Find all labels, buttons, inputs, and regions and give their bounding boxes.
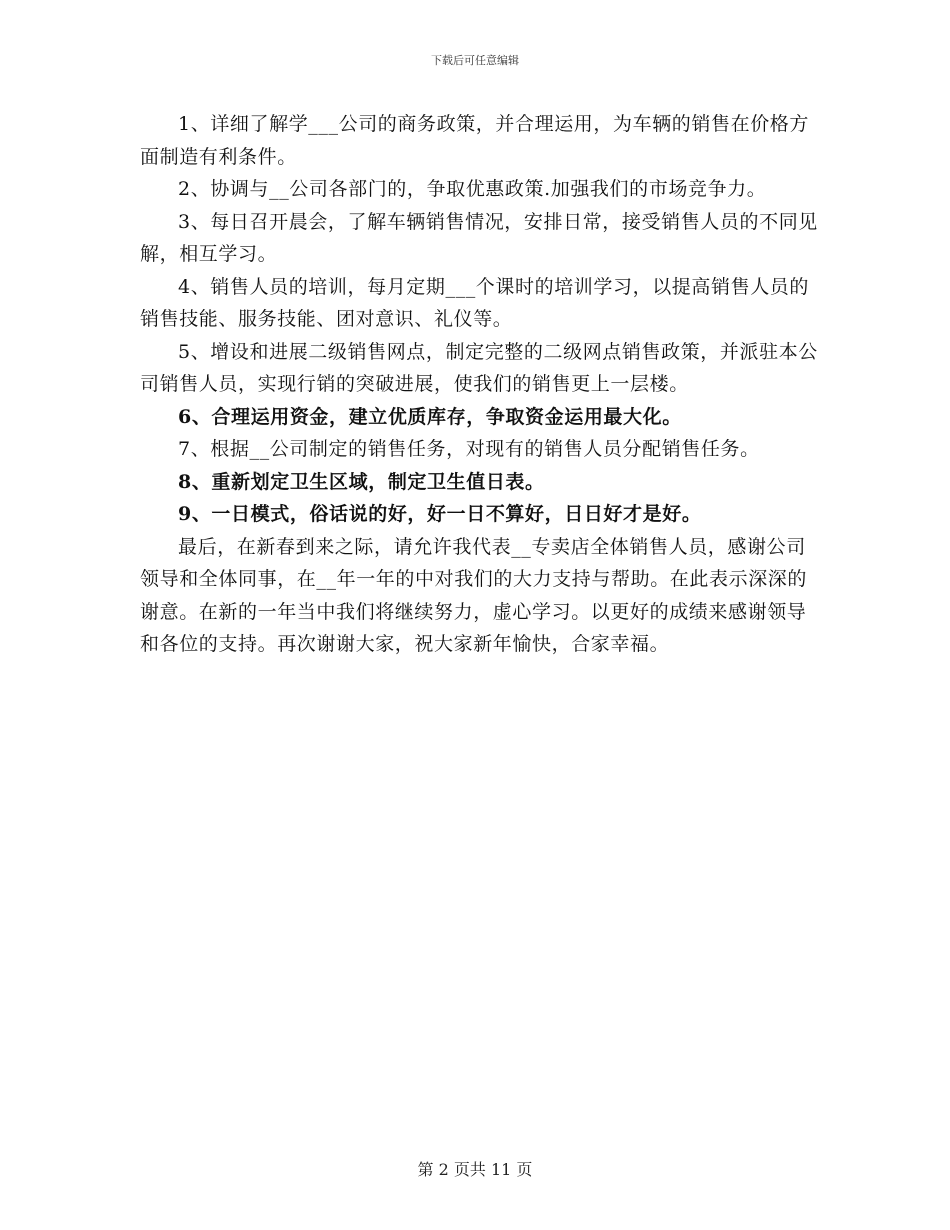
paragraph-3: 3、每日召开晨会，了解车辆销售情况，安排日常，接受销售人员的不同见解，相互学习。 [140, 210, 818, 265]
document-body [140, 108, 820, 661]
paragraph-1: 1、详细了解学___公司的商务政策，并合理运用，为车辆的销售在价格方面制造有利条件。 [140, 113, 809, 168]
page-header: 下载后可任意编辑 [431, 54, 519, 67]
paragraph-9: 9、一日模式，俗话说的好，好一日不算好，日日好才是好。 [178, 503, 702, 525]
paragraph-2: 2、协调与__公司各部门的，争取优惠政策.加强我们的市场竞争力。 [178, 178, 767, 200]
paragraph-6: 6、合理运用资金，建立优质库存，争取资金运用最大化。 [178, 405, 682, 428]
paragraph-7: 7、根据__公司制定的销售任务，对现有的销售人员分配销售任务。 [178, 438, 760, 460]
paragraph-4: 4、销售人员的培训，每月定期___个课时的培训学习，以提高销售人员的销售技能、服务技能、团对意识、礼仪等。 [140, 275, 809, 330]
closing-paragraph: 最后，在新春到来之际，请允许我代表__专卖店全体销售人员，感谢公司领导和全体同事，在__年一年的中对我们的大力支持与帮助。在此表示深深的谢意。在新的一年当中我们将继续努力，虚心学习。以更好的成绩来感谢领导和各位的支持。再次谢谢大家，祝大家新年愉快，合家幸福。 [140, 535, 808, 655]
paragraph-5: 5、增设和进展二级销售网点，制定完整的二级网点销售政策，并派驻本公司销售人员，实现行销的突破进展，使我们的销售更上一层楼。 [140, 340, 818, 395]
paragraph-8: 8、重新划定卫生区域，制定卫生值日表。 [178, 470, 545, 493]
page-number: 第 2 页共 11 页 [417, 1160, 533, 1179]
